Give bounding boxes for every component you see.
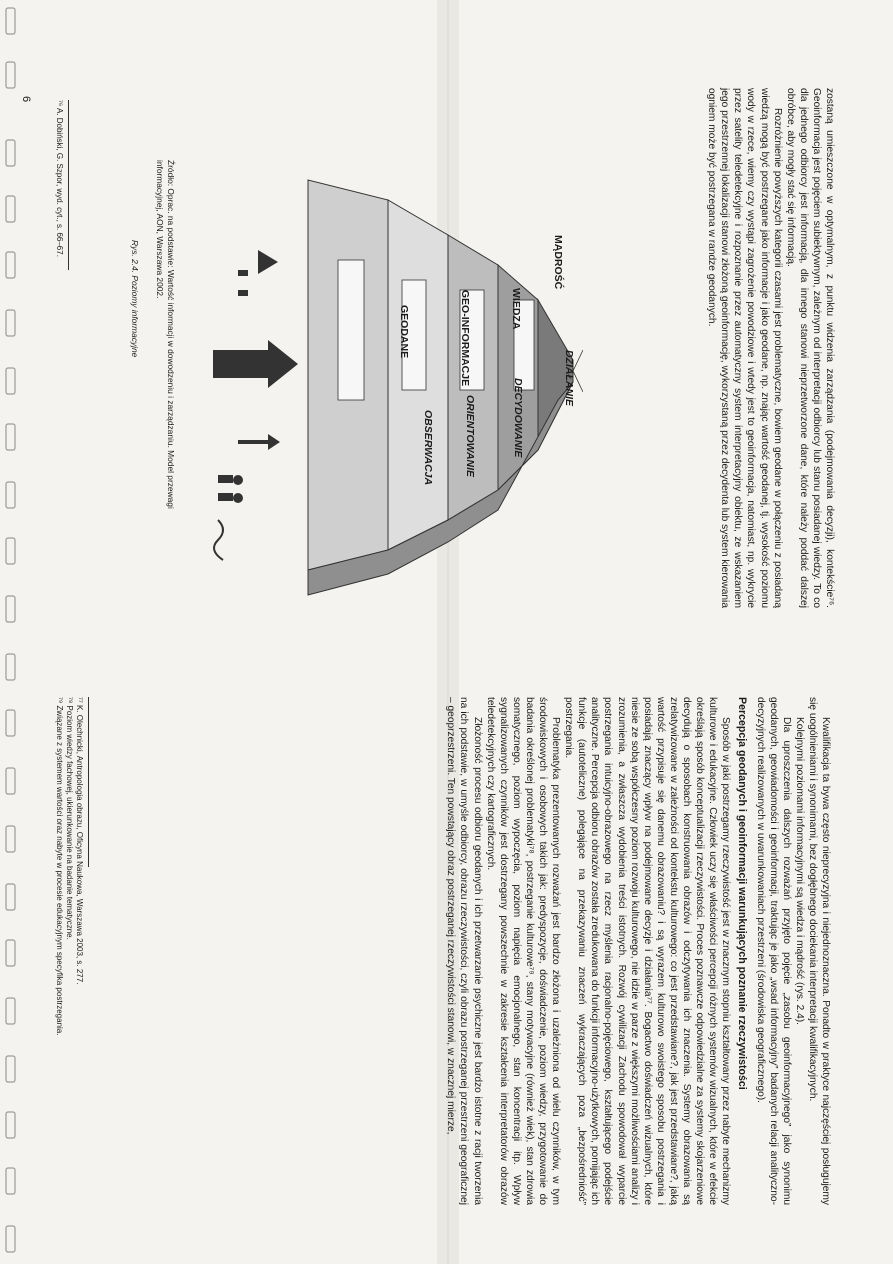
left-footnote [54, 100, 72, 440]
page-number-text: 6 [20, 96, 32, 103]
level-geoinformation: GEO-INFORMACJE [459, 289, 471, 387]
left-paragraph-2: Rozróżnienie powyższych kategorii czasami jest problematyczne, bowiem geodane w połączeniu z posiadaną wiedzą mogą być postrzegane jako informacje i jako geodane, np. znając wartość geodanej, tj. wysokość poziomu wody w rzece, wiemy czy wystąpi zagrożenie powodziowe i wtedy jest to geoinformacja, natomiast, np. wykrycie przez satelity teledetekcyjne i rozpoznanie przez automatyczny system interpretacyjny obiektu, ze wskazaniem jego przestrzennej lokalizacji stanowi złożoną geoinformację, wykorzystaną przez decydenta lub system kierowania ogniem może być postrzegana w randze geodanych. [706, 88, 783, 608]
right-page-text [444, 697, 832, 1205]
right-paragraph-1: Kwalifikacja ta bywa często nieprecyzyjna i niejednoznaczna. Ponadto w praktyce najczęściej posługujemy się uogólnieniami i synonimami, bez dogłębnego dociekania interpretacji kwalifikacyjnych. [806, 697, 831, 1205]
right-paragraph-2: Kolejnymi poziomami informacyjnymi są wiedza i mądrość (rys. 2.4). [793, 717, 805, 1025]
right-footnote-rule [88, 697, 89, 867]
right-paragraph-6: Złożoność procesu odbioru geodanych i ich przetwarzanie psychiczne jest bardzo istotne z racji tworzenia na ich podstawie, w umyśle odbiorcy, obrazu rzeczywistości, czyli obrazu postrzeganej przestrzeni geograficznej – geoprzestrzeni. Ten powstający obraz postrzeganej rzeczywistości stanowi, w znacznej mierze, [445, 697, 483, 1205]
action-orientowanie: ORIENTOWANIE [464, 395, 476, 478]
information-levels-pyramid [198, 150, 583, 600]
soldiers-illustration [214, 475, 243, 560]
page-number [20, 96, 32, 102]
action-obserwacja: OBSERWACJA [422, 410, 434, 486]
level-knowledge: WIEDZA [510, 288, 522, 330]
right-footnote-77: ⁷⁷ K. Olechnicki, Antropologia obrazu, Oficyna Naukowa, Warszawa 2003, s. 277. [75, 697, 84, 985]
right-footnote-78: ⁷⁸ Poziom wiedzy fachowej, ukierunkowanie na badanie tematyczne. [65, 697, 74, 940]
right-paragraph-3: Dla uproszczenia dalszych rozważań przyjęto pojęcie „zasobu geoinformacyjnego” jako synonimu geodanych, geowiadomości i geoinformacji, traktując je jako „wsad informacyjny” badanych relacji analityczno-decyzyjnych realizowanych w uwarunkowaniach przestrzeni (środowiska geograficznego). [754, 697, 792, 1205]
action-dzialanie: DZIAŁANIE [563, 350, 575, 406]
action-decydowanie: DECYDOWANIE [512, 378, 524, 458]
right-footnote-79: ⁷⁹ Związane z systemem wartości oraz nabyte w procesie edukacyjnym specyfika postrzegania. [55, 697, 64, 1036]
figure-source-text: Źródło: Oprac. na podstawie: Wartość informacji w dowodzeniu i zarządzaniu. Model przewagi informacyjnej, AON, Warszawa 2002. [155, 160, 176, 509]
right-paragraph-5: Problematyka prezentowanych rozważań jest bardzo złożona i uzależniona od wielu czynników, w tym środowiskowych i osobowych takich jak: predyspozycje, doświadczenie, poziom wiedzy, przygotowanie do badania określonej problematyki⁷⁸, postrzeganie kulturowe⁷⁹, stany motywacyjne (również wiek), stan zdrowia somatycznego, poziom wypoczęcia, poziom napięcia emocjonalnego, stan koncentracji itp. Wpływ sygnalizowanych czynników jest dostrzegany powszechnie w zakresie kształcenia interpretatorów obrazów teledetekcyjnych czy kartograficznych. [484, 697, 562, 1205]
left-paragraph-1: zostaną umieszczone w optymalnym, z punktu widzenia zarządzania (podejmowania decyzji), kontekście⁷⁶. Geoinformacja jest pojęciem subiektywnym, zależnym od interpretacji odbiorcy lub stanu posiadanej wiedzy. To co dla jednego odbiorcy jest informacją, dla innego stanowi nieprzetworzone dane, które należy poddać dalszej obróbce, aby mogły stać się informacją. [784, 88, 835, 608]
figure-caption [130, 240, 141, 500]
footnote-rule [68, 100, 69, 270]
right-paragraph-4: Sposób w jaki postrzegamy rzeczywistość jest w znacznym stopniu kształtowany przez nabyte mechanizmy kulturowe i edukacyjne. Człowiek uczy się właściwości percepcji różnych systemów wizualnych, które w efekcie określają sposób konceptualizacji rzeczywistości. Proces poznawcze odpowiedzialne za systemy skojarzeniowe decydują o sposobach konstruowania obrazów i odczytywania ich znaczenia. Systemy obrazowania są zrelatywizowane w zależności od kontekstu kulturowego: co jest przedstawiane?, jak jest przedstawiane?, jaką wartość przypisuje się danemu obrazowaniu? i są wyrazem kulturowo swoistego sposobu postrzegania i posiadają znaczący wpływ na podejmowane decyzje i działania⁷⁷. Bogactwo doświadczeń wizualnych, które niesie ze sobą współczesny poziom rozwoju kulturowego, nie idzie w parze z większymi możliwościami analizy i zrozumienia, a zwłaszcza wydobienia treści istotnych. Rozwój cywilizacji Zachodu spowodował wyparcie postrzegania intuicyjno-obrazowego na rzecz myślenia racjonalno-pojęciowego, kształtującego podejście analityczne. Percepcja odbioru obrazów została zredukowana do funkcji informacyjno-użytkowych, pomijając ich funkcje (autoteliczne) polegające na przekazywaniu znaczeń wykraczających poza „bezpośredniość” postrzegania. [563, 697, 732, 1205]
figure-caption-text: Rys. 2.4. Poziomy informacyjne [130, 240, 140, 358]
right-footnotes [54, 697, 92, 1205]
flow-arrows [213, 250, 298, 450]
left-page-text-top [705, 88, 836, 608]
left-footnote-text: ⁷⁶ A. Dobiński, G. Szpor, wyd. cyt., s. 66–67. [55, 100, 64, 257]
section-heading: Percepcja geodanych i geoinformacji warunkujących poznanie rzeczywistości [736, 697, 749, 1090]
level-geodata: GEODANE [398, 305, 410, 359]
figure-source [155, 160, 176, 520]
level-wisdom: MĄDROŚĆ [552, 235, 564, 290]
